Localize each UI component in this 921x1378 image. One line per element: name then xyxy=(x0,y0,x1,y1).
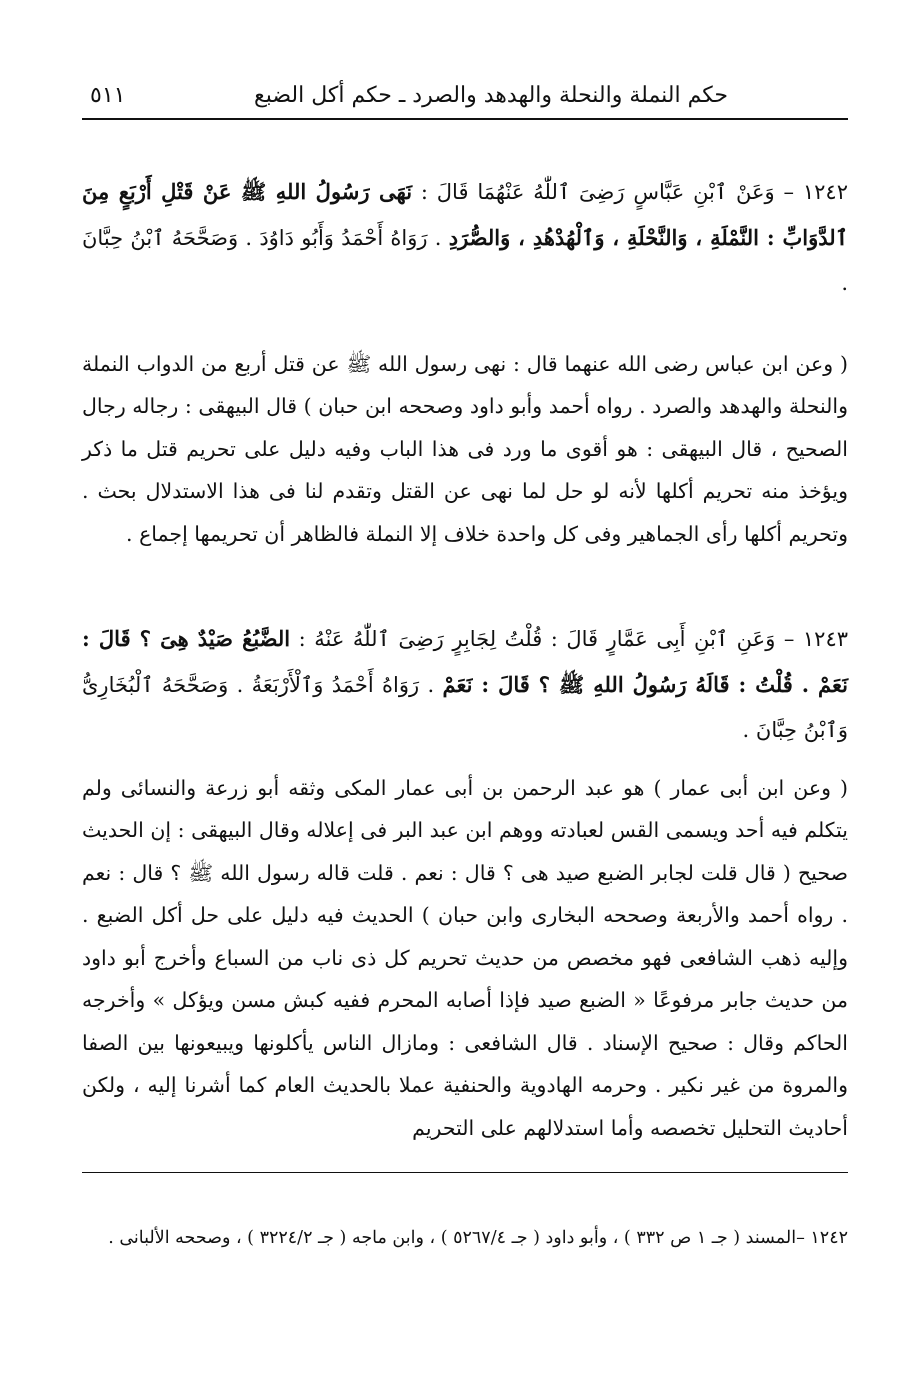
hadith-1242-intro: ١٢٤٢ – وَعَنْ ٱبْنِ عَبَّاسٍ رَضِىَ ٱللّٰهُ عَنْهُمَا قَالَ : xyxy=(412,180,848,204)
hadith-1243-source: . رَوَاهُ أَحْمَدُ وَٱلْأَرْبَعَةُ . وَصَحَّحَهُ ٱلْبُخَارِىُّ وَٱبْنُ حِبَّانَ . xyxy=(82,673,848,742)
chapter-title: حكم النملة والنحلة والهدهد والصرد ـ حكم أكل الضبع xyxy=(254,83,728,108)
running-header xyxy=(82,80,848,120)
hadith-1242-text: نَهَى رَسُولُ اللهِ ﷺ عَنْ قَتْلِ أَرْبَعٍ مِنَ ٱلدَّوَابِّ : النَّمْلَةِ ، وَالنَّحْلَةِ ، وَٱلْهُدْهُدِ ، وَالصُّرَدِ xyxy=(82,179,848,250)
page-number: ٥١١ xyxy=(90,83,126,108)
footnote-divider xyxy=(82,1172,848,1173)
hadith-1242 xyxy=(82,169,848,306)
hadith-1243 xyxy=(82,616,848,753)
hadith-1243-intro: ١٢٤٣ – وَعَنِ ٱبْنِ أَبِى عَمَّارٍ قَالَ : قُلْتُ لِجَابِرٍ رَضِىَ ٱللّٰهُ عَنْهُ : xyxy=(290,627,849,651)
commentary-1242: ( وعن ابن عباس رضى الله عنهما قال : نهى رسول الله ﷺ عن قتل أربع من الدواب النملة والنحلة والهدهد والصرد . رواه أحمد وأبو داود وصححه ابن حبان ) قال البيهقى : رجاله رجال الصحيح ، قال البيهقى : هو أقوى ما ورد فى هذا الباب وفيه دليل على تحريم قتل ما ذكر ويؤخذ منه تحريم أكلها لأنه لو حل لما نهى عن القتل وتقدم لنا فى هذا الاستدلال بحث . وتحريم أكلها رأى الجماهير وفى كل واحدة خلاف إلا النملة فالظاهر أن تحريمها إجماع . xyxy=(82,351,848,546)
hadith-1242-source: . رَوَاهُ أَحْمَدُ وَأَبُو دَاوُدَ . وَصَحَّحَهُ ٱبْنُ حِبَّانَ . xyxy=(82,226,848,295)
hadith-1243-text: الضَّبُعُ صَيْدٌ هِىَ ؟ قَالَ : نَعَمْ . قُلْتُ : قَالَهُ رَسُولُ اللهِ ﷺ ؟ قَالَ : نَعَمْ xyxy=(82,626,849,697)
footnote-1242: ١٢٤٢ –المسند ( جـ ١ ص ٣٣٢ ) ، وأبو داود ( جـ ٥٢٦٧/٤ ) ، وابن ماجه ( جـ ٣٢٢٤/٢ ) ، وصححه الألبانى . xyxy=(108,1227,848,1248)
commentary-1243: ( وعن ابن أبى عمار ) هو عبد الرحمن بن أبى عمار المكى وثقه أبو زرعة والنسائى ولم يتكلم فيه أحد ويسمى القس لعبادته ووهم ابن عبد البر فى إعلاله وقال البيهقى : إن الحديث صحيح ( قال قلت لجابر الضبع صيد هى ؟ قال : نعم . قلت قاله رسول الله ﷺ ؟ قال : نعم . رواه أحمد والأربعة وصححه البخارى وابن حبان ) الحديث فيه دليل على حل أكل الضبع . وإليه ذهب الشافعى فهو مخصص من حديث تحريم كل ذى ناب من السباع وأخرج أبو داود من حديث جابر مرفوعًا « الضبع صيد فإذا أصابه المحرم ففيه كبش مسن ويؤكل » وأخرجه الحاكم وقال : صحيح الإسناد . قال الشافعى : ومازال الناس يأكلونها ويبيعونها بين الصفا والمروة من غير نكير . وحرمه الهادوية والحنفية عملا بالحديث العام كما أشرنا إليه ، ولكن أحاديث التحليل تخصصه وأما استدلالهم على التحريم xyxy=(82,775,848,1140)
book-page xyxy=(82,0,848,1378)
